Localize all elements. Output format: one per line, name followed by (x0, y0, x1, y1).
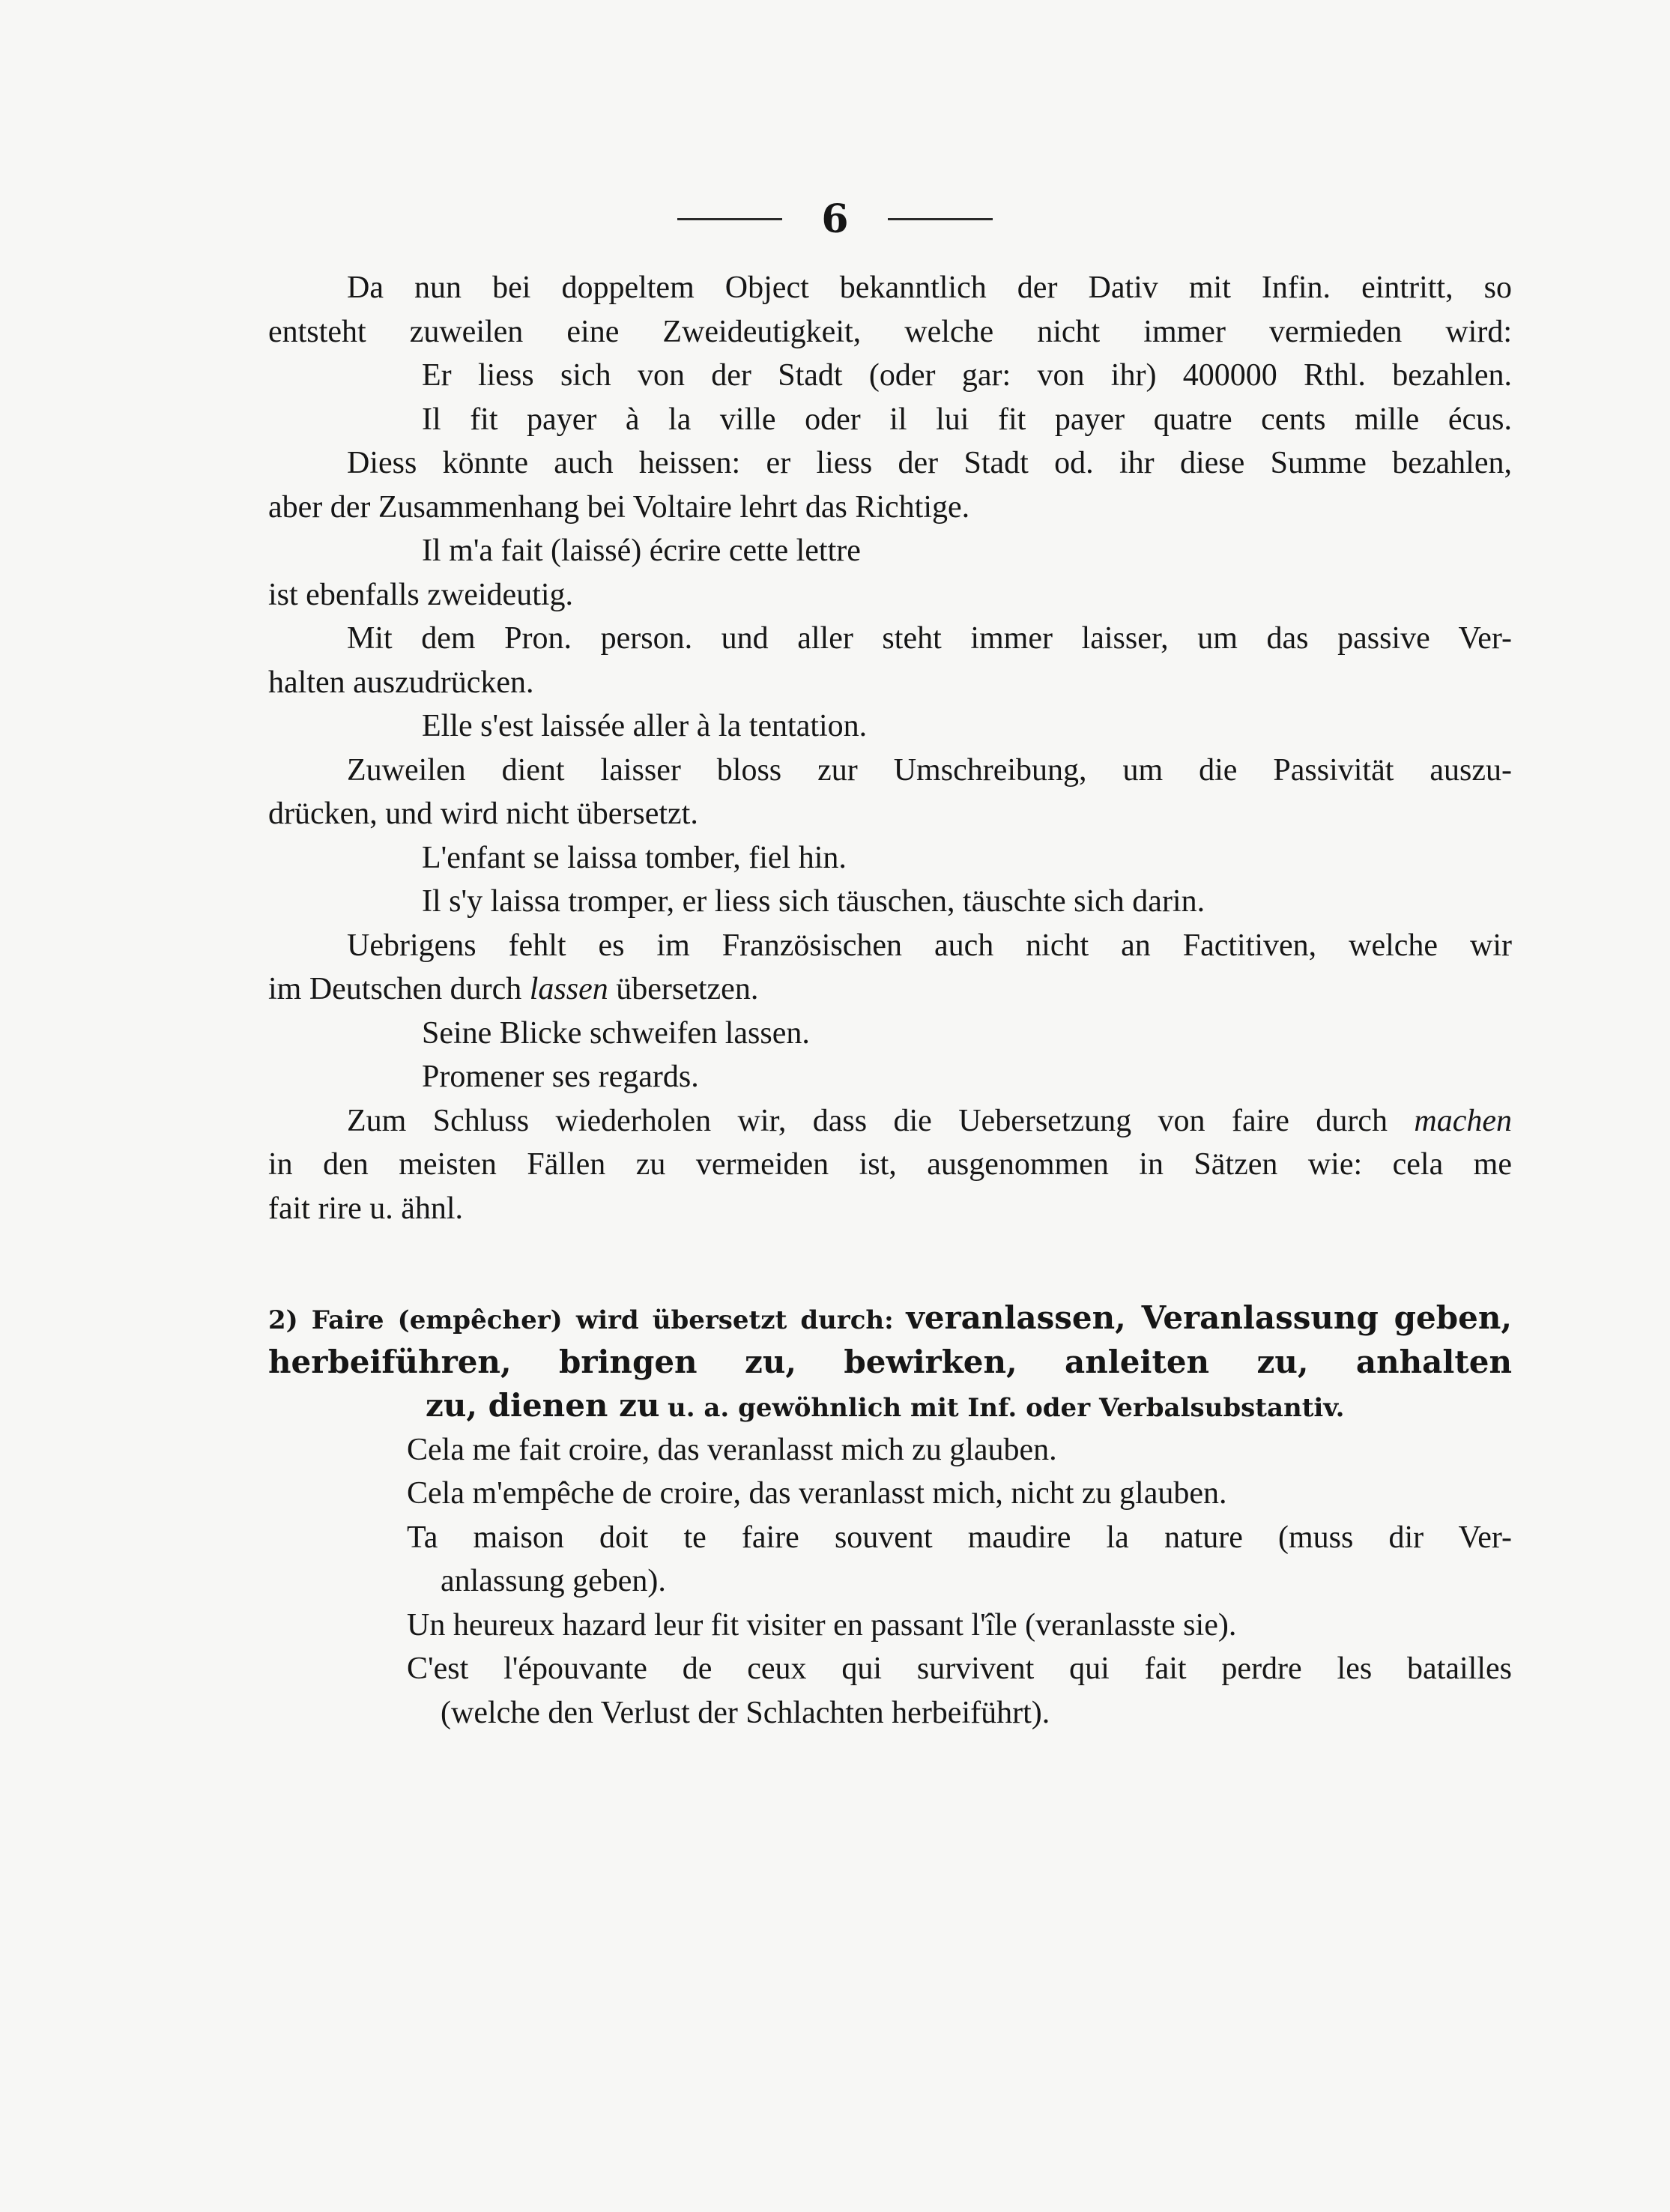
example-line: (welche den Verlust der Schlachten herbeiführt). (441, 1695, 1050, 1730)
example-line: Cela me fait croire, das veranlasst mich zu glauben. (407, 1432, 1057, 1467)
example-line: anlassung geben). (441, 1564, 666, 1598)
example-line: C'est l'épouvante de ceux qui survivent qui fait perdre les batailles (407, 1652, 1512, 1686)
text-line: ist ebenfalls zweideutig. (268, 577, 574, 612)
page-number: 6 (821, 196, 849, 242)
text-line: Diess könnte auch heissen: er liess der Stadt od. ihr diese Summe bezahlen, (347, 446, 1512, 480)
heading-tail: u. a. gewöhnlich mit Inf. oder Verbalsubstantiv. (667, 1393, 1345, 1423)
header-rule-right (888, 218, 993, 220)
text-line (268, 1099, 1512, 1143)
text-line: in den meisten Fällen zu vermeiden ist, ausgenommen in Sätzen wie: cela me (268, 1147, 1512, 1182)
example-line: Promener ses regards. (422, 1060, 699, 1094)
text-line: aber der Zusammenhang bei Voltaire lehrt das Richtige. (268, 489, 970, 525)
text-line: Zuweilen dient laisser bloss zur Umschreibung, um die Passivität auszu- (347, 752, 1512, 788)
text-line: fait rire u. ähnl. (268, 1191, 464, 1226)
heading-lead: 2) Faire (empêcher) wird übersetzt durch: (268, 1305, 894, 1335)
heading-terms: herbeiführen, bringen zu, bewirken, anleiten zu, anhalten (268, 1343, 1512, 1380)
heading-terms: veranlassen, Veranlassung geben, (906, 1299, 1512, 1336)
example-line: Seine Blicke schweifen lassen. (422, 1015, 810, 1051)
text-line (268, 967, 1512, 1012)
text-line: halten auszudrücken. (268, 665, 534, 700)
example-line: Il m'a fait (laissé) écrire cette lettre (422, 534, 861, 568)
header-rule-left (677, 218, 782, 220)
example-line: Er liess sich von der Stadt (oder gar: von ihr) 400000 Rthl. bezahlen. (422, 358, 1512, 393)
example-line: Il fit payer à la ville oder il lui fit payer quatre cents mille écus. (422, 402, 1512, 437)
page-header (0, 196, 1670, 242)
heading-line (268, 1384, 1512, 1428)
body-text (268, 266, 1512, 1735)
example-line: Elle s'est laissée aller à la tentation. (422, 709, 868, 743)
text-line: drücken, und wird nicht übersetzt. (268, 797, 698, 831)
text-line: Uebrigens fehlt es im Französischen auch nicht an Factitiven, welche wir (347, 928, 1512, 963)
text-line: Da nun bei doppeltem Object bekanntlich der Dativ mit Infin. eintritt, so (347, 271, 1512, 305)
text-segment: übersetzen. (608, 972, 759, 1006)
emphasized-word: lassen (529, 972, 608, 1006)
heading-terms: zu, dienen zu (426, 1387, 660, 1424)
emphasized-word: machen (1414, 1103, 1512, 1138)
text-line: entsteht zuweilen eine Zweideutigkeit, welche nicht immer vermieden wird: (268, 314, 1512, 349)
text-line: Mit dem Pron. person. und aller steht immer laisser, um das passive Ver- (347, 621, 1512, 656)
example-line: L'enfant se laissa tomber, fiel hin. (422, 840, 847, 875)
example-line: Cela m'empêche de croire, das veranlasst mich, nicht zu glauben. (407, 1476, 1227, 1511)
text-segment: Zum Schluss wiederholen wir, dass die Uebersetzung von faire durch (347, 1103, 1415, 1138)
example-line: Un heureux hazard leur fit visiter en passant l'île (veranlasste sie). (407, 1607, 1237, 1643)
example-line: Ta maison doit te faire souvent maudire la nature (muss dir Ver- (407, 1520, 1512, 1555)
heading-line (268, 1341, 1512, 1385)
example-line: Il s'y laissa tromper, er liess sich täuschen, täuschte sich darin. (422, 884, 1205, 919)
heading-line (268, 1296, 1512, 1341)
text-segment: im Deutschen durch (268, 972, 530, 1006)
section-heading (268, 1296, 1512, 1428)
